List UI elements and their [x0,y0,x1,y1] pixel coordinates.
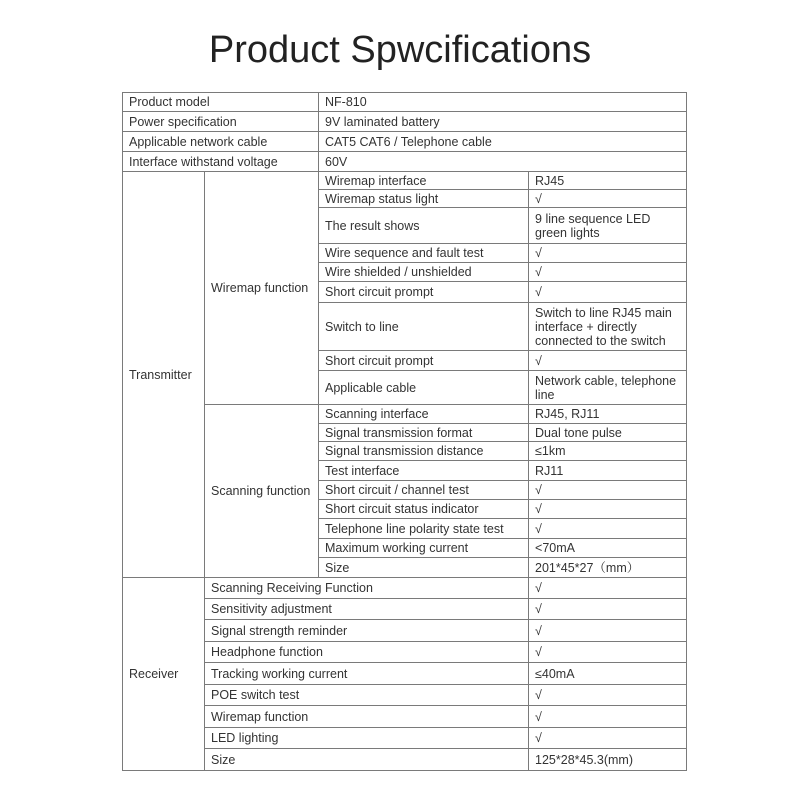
spec-label: Scanning interface [319,405,529,424]
wiremap-function-label: Wiremap function [205,172,319,405]
spec-label: Short circuit / channel test [319,481,529,500]
spec-value: NF-810 [319,93,687,112]
spec-value: Switch to line RJ45 main interface + directly connected to the switch [529,303,687,351]
spec-label: POE switch test [205,685,529,706]
table-row [123,599,687,620]
spec-value: √ [529,519,687,539]
spec-value: RJ45 [529,172,687,190]
spec-label: Short circuit prompt [319,282,529,303]
spec-label: Wire sequence and fault test [319,244,529,263]
spec-value: √ [529,685,687,706]
spec-label: Test interface [319,461,529,481]
spec-label: Maximum working current [319,539,529,558]
spec-value: √ [529,481,687,500]
spec-value: √ [529,244,687,263]
spec-value: CAT5 CAT6 / Telephone cable [319,132,687,152]
spec-label: Tracking working current [205,663,529,685]
spec-value: √ [529,263,687,282]
spec-label: Wiremap status light [319,190,529,208]
spec-value: √ [529,728,687,749]
spec-value: √ [529,351,687,371]
spec-value: RJ11 [529,461,687,481]
spec-table [122,92,687,771]
spec-label: Size [205,749,529,771]
table-row [123,93,687,112]
table-row [123,112,687,132]
spec-label: Short circuit status indicator [319,500,529,519]
spec-value: ≤1km [529,442,687,461]
spec-label: The result shows [319,208,529,244]
spec-label: Power specification [123,112,319,132]
spec-label: Sensitivity adjustment [205,599,529,620]
spec-value: ≤40mA [529,663,687,685]
table-row [123,642,687,663]
spec-label: Applicable network cable [123,132,319,152]
scanning-function-label: Scanning function [205,405,319,578]
spec-label: Scanning Receiving Function [205,578,529,599]
spec-label: Headphone function [205,642,529,663]
spec-label: Short circuit prompt [319,351,529,371]
spec-value: Dual tone pulse [529,424,687,442]
spec-value: √ [529,620,687,642]
table-row [123,405,687,424]
table-row [123,152,687,172]
table-row [123,620,687,642]
transmitter-label: Transmitter [123,172,205,578]
spec-label: Wiremap function [205,706,529,728]
spec-value: <70mA [529,539,687,558]
spec-label: Wiremap interface [319,172,529,190]
spec-label: Interface withstand voltage [123,152,319,172]
spec-value: 201*45*27（mm） [529,558,687,578]
spec-value: 125*28*45.3(mm) [529,749,687,771]
spec-label: Product model [123,93,319,112]
spec-label: LED lighting [205,728,529,749]
table-row [123,685,687,706]
table-row [123,706,687,728]
spec-value: RJ45, RJ11 [529,405,687,424]
table-row [123,749,687,771]
table-row [123,663,687,685]
spec-label: Size [319,558,529,578]
spec-label: Signal strength reminder [205,620,529,642]
table-row [123,578,687,599]
spec-value: √ [529,599,687,620]
spec-label: Signal transmission distance [319,442,529,461]
spec-value: √ [529,578,687,599]
spec-value: √ [529,500,687,519]
table-row [123,728,687,749]
table-row [123,172,687,190]
spec-label: Switch to line [319,303,529,351]
spec-label: Signal transmission format [319,424,529,442]
table-row [123,132,687,152]
spec-value: 9 line sequence LED green lights [529,208,687,244]
spec-value: √ [529,190,687,208]
spec-label: Applicable cable [319,371,529,405]
spec-value: 60V [319,152,687,172]
spec-value: 9V laminated battery [319,112,687,132]
spec-value: √ [529,282,687,303]
page-title: Product Spwcifications [208,29,592,71]
spec-label: Telephone line polarity state test [319,519,529,539]
spec-value: Network cable, telephone line [529,371,687,405]
spec-label: Wire shielded / unshielded [319,263,529,282]
spec-value: √ [529,706,687,728]
spec-value: √ [529,642,687,663]
receiver-label: Receiver [123,578,205,771]
